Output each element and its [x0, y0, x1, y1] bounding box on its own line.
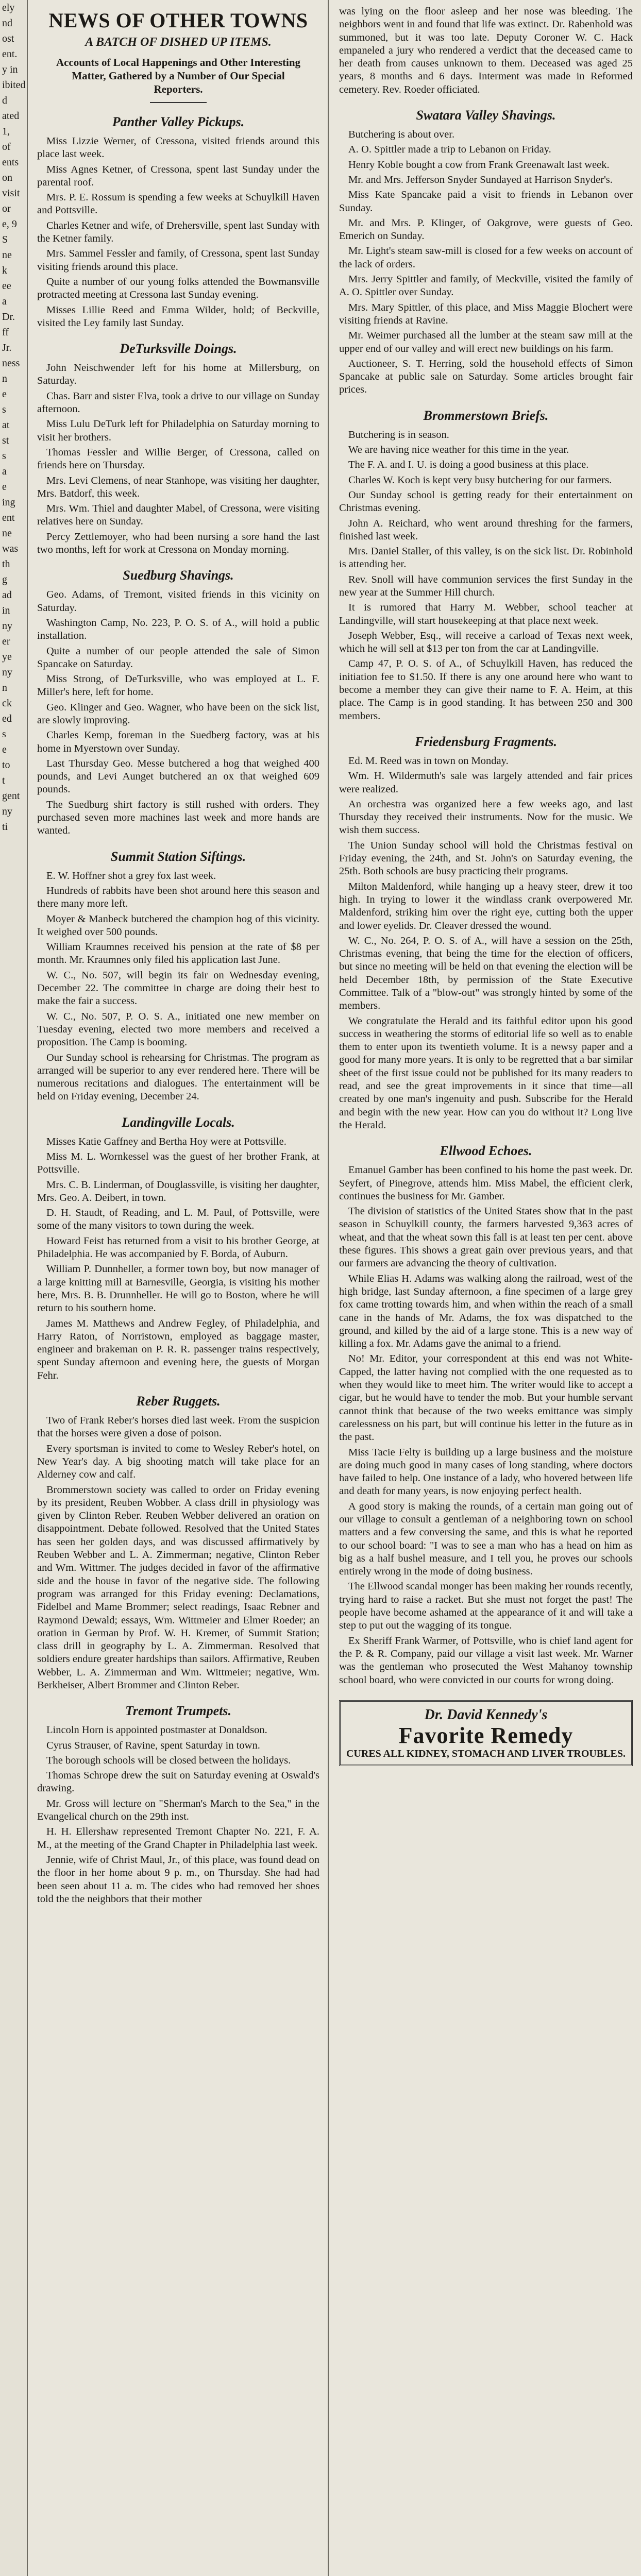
edge-fragment: ness — [2, 358, 20, 369]
edge-fragment: a — [2, 296, 7, 307]
page-headline: NEWS OF OTHER TOWNS — [48, 9, 308, 32]
news-item: W. C., No. 507, P. O. S. A., initiated one new member on Tuesday evening, elected two more members and received a proposition. The Camp is booming. — [37, 1010, 319, 1048]
news-item: A. O. Spittler made a trip to Lebanon on Friday. — [348, 144, 551, 156]
news-item: Jennie, wife of Christ Maul, Jr., of this place, was found dead on the floor in her home about 9 p. m., on Thursday. She had had been seen about 11 a. m. The cides who had removed her shoes told the the neighbors that their mother — [37, 1854, 319, 1905]
news-item: While Elias H. Adams was walking along the railroad, west of the high bridge, last Sunday afternoon, a fine specimen of a large grey fox came trotting towards him, and when within the reach of a small cane in the hands of Mr. Adams, the fox was dispatched to the ground, and killed by the aid of a large stone. This is a new way of killing a fox. Mr. Adams gave the animal to a friend. — [339, 1273, 633, 1350]
column-one — [28, 0, 329, 2576]
edge-fragment: th — [2, 558, 10, 570]
news-item: Misses Katie Gaffney and Bertha Hoy were at Pottsville. — [46, 1136, 286, 1147]
news-item: Our Sunday school is rehearsing for Christmas. The program as arranged will be superior to any ever rendered here. There will be numerous recitations and dialogues. The entertainment will be held on Friday evening, December 24. — [37, 1052, 319, 1103]
news-item: Mr. Light's steam saw-mill is closed for a few weeks on account of the lack of orders. — [339, 245, 633, 270]
edge-fragment: ents — [2, 157, 19, 168]
news-item: Percy Zettlemoyer, who had been nursing a sore hand the last two months, left for work at Cressona on Monday morning. — [37, 531, 319, 556]
news-item: Mrs. Daniel Staller, of this valley, is on the sick list. Dr. Robinhold is attending her. — [339, 546, 633, 570]
news-item: Mr. Gross will lecture on "Sherman's March to the Sea," in the Evangelical church on the 29th inst. — [37, 1798, 319, 1823]
news-item: Our Sunday school is getting ready for their entertainment on Christmas evening. — [339, 489, 633, 514]
news-item: Butchering is about over. — [348, 129, 455, 141]
news-item: Brommerstown society was called to order on Friday evening by its president, Reuben Wobber. A class drill in physiology was given by Clinton Reber. Reuben Webber delivered an oration on disappointment. Debate followed. Resolved that the United States has seen her golden days, and was discussed affirmatively by Reuben Webber and L. A. Zimmerman; negative, Clinton Reber and Wm. Wittmer. The judges decided in favor of the affirmative side and the house in favor of the negative side. The following program was arranged for this Friday evening: Declamations, Fidelbel and Mame Brommer; select readings, Isaac Rebner and Raymond Dewald; essays, Wm. Wittmeier and Elmer Roeder; an oration in German by Prof. W. H. Kremer, of Summit Station; class drill in geography by L. A. Zimmerman. Resolved that soldiers endure greater hardships than sailors. Affirmative, Reuben Webber, L. A. Zimmerman and Wm. Wittmeier; negative, Wm. Berkheiser, Albert Brommer and Clinton Reber. — [37, 1484, 319, 1691]
news-item: The Suedburg shirt factory is still rushed with orders. They purchased seven more machines last week and more hands are wanted. — [37, 799, 319, 837]
news-item: Every sportsman is invited to come to Wesley Reber's hotel, on New Year's day. A big shooting match will take place for an Alderney cow and calf. — [37, 1443, 319, 1481]
news-item: Geo. Adams, of Tremont, visited friends in this vicinity on Saturday. — [37, 589, 319, 614]
divider-rule — [150, 102, 207, 103]
news-item: Mrs. Jerry Spittler and family, of Meckville, visited the family of A. O. Spittler over Sunday. — [339, 274, 633, 298]
edge-fragment: s — [2, 728, 6, 740]
edge-fragment: ated — [2, 110, 20, 122]
edge-fragment: y in — [2, 64, 18, 75]
section-title: Panther Valley Pickups. — [112, 114, 245, 129]
edge-fragment: Jr. — [2, 342, 12, 353]
news-item: Joseph Webber, Esq., will receive a carload of Texas next week, which he will sell at $13 per ton from the car at Landingville. — [339, 630, 633, 655]
edge-fragment: Dr. — [2, 311, 15, 323]
news-item: Miss Lulu DeTurk left for Philadelphia on Saturday morning to visit her brothers. — [37, 418, 319, 443]
news-item: E. W. Hoffner shot a grey fox last week. — [46, 870, 216, 882]
news-item: Charles W. Koch is kept very busy butchering for our farmers. — [348, 474, 612, 486]
news-item: John Neischwender left for his home at Millersburg, on Saturday. — [37, 362, 319, 387]
news-item: Miss Kate Spancake paid a visit to friends in Lebanon over Sunday. — [339, 189, 633, 214]
edge-fragment: ing — [2, 497, 15, 508]
section-title: Friedensburg Fragments. — [415, 734, 557, 749]
ad-doctor-name: Dr. David Kennedy's — [424, 1706, 548, 1723]
edge-fragment: e — [2, 744, 7, 755]
news-item: H. H. Ellershaw represented Tremont Chapter No. 221, F. A. M., at the meeting of the Grand Chapter in Philadelphia last week. — [37, 1826, 319, 1851]
headline-kicker: A BATCH OF DISHED UP ITEMS. — [85, 36, 272, 49]
edge-fragment: ny — [2, 667, 12, 678]
news-item: An orchestra was organized here a few weeks ago, and last Thursday they received their instruments. Now for the music. We wish them success. — [339, 798, 633, 836]
edge-fragment: ent — [2, 512, 15, 523]
news-item: The F. A. and I. U. is doing a good business at this place. — [348, 459, 589, 471]
news-item: Miss Agnes Ketner, of Cressona, spent last Sunday under the parental roof. — [37, 163, 319, 188]
edge-fragment: ny — [2, 806, 12, 817]
news-item: Mrs. C. B. Linderman, of Douglassville, is visiting her daughter, Mrs. Geo. A. Deibert, in town. — [37, 1179, 319, 1204]
news-item: Wm. H. Wildermuth's sale was largely attended and fair prices were realized. — [339, 770, 633, 795]
news-item: Quite a number of our young folks attended the Bowmansville protracted meeting at Cressona last Sunday evening. — [37, 276, 319, 301]
edge-fragment: 1, — [2, 126, 10, 137]
edge-fragment: ye — [2, 651, 12, 663]
news-item: Cyrus Strauser, of Ravine, spent Saturday in town. — [46, 1739, 260, 1751]
news-item: Thomas Fessler and Willie Berger, of Cressona, called on friends here on Thursday. — [37, 446, 319, 471]
edge-fragment: s — [2, 404, 6, 415]
news-item: Auctioneer, S. T. Herring, sold the household effects of Simon Spancake at public sale on Saturday. Some articles brought fair prices. — [339, 358, 633, 396]
news-item: Charles Kemp, foreman in the Suedberg factory, was at his home in Myerstown over Sunday. — [37, 730, 319, 754]
section-title: Ellwood Echoes. — [440, 1143, 532, 1159]
edge-fragment: nd — [2, 18, 12, 29]
news-item: W. C., No. 507, will begin its fair on Wednesday evening, December 22. The committee in charge are doing their best to make the fair a success. — [37, 969, 319, 1007]
news-item: Miss Tacie Felty is building up a large business and the moisture are doing much good in many cases of long standing, where doctors have failed to help. One instance of a lady, who hovered between life and death for many years, is now enjoying perfect health. — [339, 1446, 633, 1497]
news-item: Ed. M. Reed was in town on Monday. — [348, 755, 509, 767]
section-title: Suedburg Shavings. — [123, 568, 234, 583]
news-item: It is rumored that Harry M. Webber, school teacher at Landingville, will start housekeeping at that place next week. — [339, 602, 633, 626]
edge-fragment: d — [2, 95, 7, 106]
section-title: Swatara Valley Shavings. — [416, 108, 556, 123]
news-item: Milton Maldenford, while hanging up a heavy steer, drew it too high. In trying to lower it the windlass crank overpowered Mr. Maldenford, striking him over the right eye, cutting both the upper and lower eyelids. Dr. Cleaver dressed the wound. — [339, 880, 633, 931]
edge-fragment: k — [2, 265, 7, 276]
edge-fragment: ck — [2, 698, 12, 709]
news-item: The borough schools will be closed between the holidays. — [46, 1754, 291, 1766]
edge-fragment: visit — [2, 188, 20, 199]
news-item: Chas. Barr and sister Elva, took a drive to our village on Sunday afternoon. — [37, 390, 319, 415]
edge-fragment: t — [2, 775, 5, 786]
news-item: Mrs. P. E. Rossum is spending a few weeks at Schuylkill Haven and Pottsville. — [37, 192, 319, 216]
news-item: Mr. and Mrs. P. Klinger, of Oakgrove, were guests of Geo. Emerich on Sunday. — [339, 217, 633, 242]
news-item: Geo. Klinger and Geo. Wagner, who have been on the sick list, are slowly improving. — [37, 701, 319, 726]
news-item: Ex Sheriff Frank Warmer, of Pottsville, who is chief land agent for the P. & R. Company, paid our village a visit last week. Mr. Warner was the gentleman who prosecuted the West Mahanoy township school board, who were convicted in our courts for wrong doing. — [339, 1635, 633, 1686]
section-title: Tremont Trumpets. — [125, 1703, 232, 1719]
edge-fragment: ff — [2, 327, 9, 338]
left-edge-column-fragment — [0, 0, 28, 2576]
news-item: The Ellwood scandal monger has been making her rounds recently, trying hard to raise a racket. But she must not forget the past! The people have become ashamed at the appearance of it and will take a step to put out the wagging of its tongue. — [339, 1581, 633, 1632]
edge-fragment: in — [2, 605, 10, 616]
news-item: A good story is making the rounds, of a certain man going out of our village to consult a gentleman of a neighboring town on school matters and a few conversing the same, and this is what he reported to our school board: "I was to see a man who has a head on him as big as a half bushel measure, and I tell you, he proves our schools entirely wrong in the mode of doing business. — [339, 1500, 633, 1578]
news-item: W. C., No. 264, P. O. S. of A., will have a session on the 25th, Christmas evening, that being the time for the election of officers, but since no meeting will be held on that evening the election will be held December 18th, by permission of the State Executive Committee. Talk of a "blow-out" was strongly hinted by some of the members. — [339, 935, 633, 1012]
column-two-body — [339, 5, 633, 1687]
news-item: James M. Matthews and Andrew Fegley, of Philadelphia, and Harry Raton, of Norristown, employed as baggage master, engineer and brakeman on P. R. R. passenger trains respectively, spent Sunday afternoon and evening here, the guests of Morgan Fehr. — [37, 1317, 319, 1381]
edge-fragment: ad — [2, 589, 12, 601]
edge-fragment: st — [2, 435, 9, 446]
news-item: D. H. Staudt, of Reading, and L. M. Paul, of Pottsville, were some of the many visitors to town during the week. — [37, 1207, 319, 1232]
news-item: Charles Ketner and wife, of Drehersville, spent last Sunday with the Ketner family. — [37, 219, 319, 245]
news-item: Howard Feist has returned from a visit to his brother George, at Philadelphia. He was accompanied by F. Borda, of Auburn. — [37, 1235, 319, 1260]
edge-fragment: was — [2, 543, 19, 554]
news-item: Miss Lizzie Werner, of Cressona, visited friends around this place last week. — [37, 135, 319, 160]
section-title: DeTurksville Doings. — [120, 341, 237, 357]
column-two — [330, 0, 641, 2576]
edge-fragment: a — [2, 466, 7, 477]
news-item: The Union Sunday school will hold the Christmas festival on Friday evening, the 24th, and St. John's on Saturday evening, the 25th. Both schools are busy practicing their programs. — [339, 839, 633, 877]
news-item: Washington Camp, No. 223, P. O. S. of A., will hold a public installation. — [37, 617, 319, 642]
news-item: Hundreds of rabbits have been shot around here this season and there many more left. — [37, 885, 319, 910]
news-item: William Kraumnes received his pension at the rate of $8 per month. Mr. Kraumnes only filed his application last June. — [37, 941, 319, 966]
ad-subline: CURES ALL KIDNEY, STOMACH AND LIVER TROUBLES. — [346, 1748, 626, 1759]
news-item: We congratulate the Herald and its faithful editor upon his good success in weathering the storms of editorial life so well as to enable them to enter upon its twentieth volume. It is a newsy paper and a good for many more years. It is only to be regretted that a bar similar sheet of the first issue could not be published for its many readers to read, and see the great improvements in it since that time—all created by one man's ingenuity and push. Subscribe for the Herald and begin with the new year. How can you do without it? Long live the Herald. — [339, 1015, 633, 1131]
news-item: Mrs. Wm. Thiel and daughter Mabel, of Cressona, were visiting relatives here on Sunday. — [37, 503, 319, 528]
edge-fragment: ed — [2, 713, 12, 724]
section-title: Reber Ruggets. — [136, 1394, 221, 1409]
edge-fragment: ibited — [2, 79, 26, 91]
news-item: Misses Lillie Reed and Emma Wilder, hold; of Beckville, visited the Ley family last Sunday. — [37, 304, 319, 329]
news-item: William P. Dunnheller, a former town boy, but now manager of a large knitting mill at Barnesville, Georgia, is visiting his mother here, Mrs. B. B. Drunnheller. He will go to Boston, where he will return to his southern home. — [37, 1263, 319, 1314]
edge-fragment: e, 9 — [2, 218, 17, 230]
edge-fragment: ny — [2, 620, 12, 632]
section-title: Landingville Locals. — [122, 1114, 235, 1130]
edge-fragment: gent — [2, 790, 20, 802]
kennedy-advertisement — [339, 1700, 633, 1766]
edge-fragment: e — [2, 388, 7, 400]
edge-fragment: ti — [2, 821, 8, 833]
edge-fragment: er — [2, 636, 10, 647]
ad-product-name: Favorite Remedy — [398, 1722, 573, 1748]
news-item: Lincoln Horn is appointed postmaster at Donaldson. — [46, 1724, 267, 1736]
news-item: Emanuel Gamber has been confined to his home the past week. Dr. Seyfert, of Pinegrove, attends him. Miss Mabel, the efficient clerk, continues the business for Mr. Gamber. — [339, 1164, 633, 1202]
news-item: Miss Strong, of DeTurksville, who was employed at L. F. Miller's here, left for home. — [37, 673, 319, 698]
news-item: We are having nice weather for this time in the year. — [348, 444, 569, 456]
news-item: Henry Koble bought a cow from Frank Greenawalt last week. — [348, 159, 610, 171]
section-title: Summit Station Siftings. — [110, 849, 246, 864]
news-item: Thomas Schrope drew the suit on Saturday evening at Oswald's drawing. — [37, 1770, 319, 1794]
edge-fragment: ent. — [2, 48, 18, 60]
edge-fragment: ost — [2, 33, 14, 44]
news-item: Rev. Snoll will have communion services the first Sunday in the new year at the Summer Hill church. — [339, 573, 633, 598]
edge-fragment: n — [2, 682, 7, 693]
edge-fragment: ne — [2, 528, 12, 539]
news-item: Miss M. L. Wornkessel was the guest of her brother Frank, at Pottsville. — [37, 1151, 319, 1176]
news-item: Moyer & Manbeck butchered the champion hog of this vicinity. It weighed over 500 pounds. — [37, 913, 319, 938]
news-item: No! Mr. Editor, your correspondent at this end was not White-Capped, the latter having not complied with the one requested as to when they would like to meet him. The writer would like to accept a cigar, but he would have to tender the mob. But your humble servant cannot think that because of the two weeks emittance was simply carelessness on his part, but will continue his letter in the future as in the past. — [339, 1353, 633, 1443]
edge-fragment: to — [2, 759, 10, 771]
edge-fragment: ee — [2, 280, 11, 292]
news-item: Butchering is in season. — [348, 429, 449, 440]
news-item: The division of statistics of the United States show that in the past season in Schuylkill county, the farmers harvested 9,363 acres of wheat, and that the wheat sown this fall is at least ten per cent. above these figures. This shows a great gain over previous years, and that our farmers are advancing the theory of cultivation. — [339, 1206, 633, 1269]
headline-deck: Accounts of Local Happenings and Other Interesting Matter, Gathered by a Number of Our Special Reporters. — [56, 56, 301, 95]
news-item: Mrs. Sammel Fessler and family, of Cressona, spent last Sunday visiting friends around this place. — [37, 248, 319, 273]
news-item: Camp 47, P. O. S. of A., of Schuylkill Haven, has reduced the initiation fee to $1.50. If there is any one around here who want to become a member they can give their name to F. A. Heim, at this place. The Camp is in good standing. It has between 250 and 300 members. — [339, 658, 633, 722]
edge-fragment: on — [2, 172, 12, 183]
news-item: Mr. Weimer purchased all the lumber at the steam saw mill at the upper end of our valley and will erect new buildings on his farm. — [339, 330, 633, 354]
news-item: Last Thursday Geo. Messe butchered a hog that weighed 400 pounds, and Levi Aunget butchered an ox that weighed 609 pounds. — [37, 757, 319, 795]
news-item: Quite a number of our people attended the sale of Simon Spancake on Saturday. — [37, 645, 319, 670]
edge-fragment: of — [2, 141, 11, 152]
news-item: was lying on the floor asleep and her nose was bleeding. The neighbors went in and found that life was extinct. Dr. Rabenhold was summoned, but it was too late. Deputy Coroner W. C. Hack empaneled a jury who rendered a verdict that the deceased came to her death from causes unknown to them. Deceased was aged 25 years, 8 months and 6 days. Interment was made in Reformed cemetery. Rev. Roeder officiated. — [339, 6, 633, 95]
news-item: Two of Frank Reber's horses died last week. From the suspicion that the horses were given a dose of poison. — [37, 1415, 319, 1439]
edge-fragment: or — [2, 203, 11, 214]
news-item: Mrs. Mary Spittler, of this place, and Miss Maggie Blochert were visiting friends at Ravine. — [339, 301, 633, 326]
news-item: Mrs. Levi Clemens, of near Stanhope, was visiting her daughter, Mrs. Batdorf, this week. — [37, 474, 319, 499]
news-item: Mr. and Mrs. Jefferson Snyder Sundayed at Harrison Snyder's. — [348, 174, 613, 185]
edge-fragment: s — [2, 450, 6, 462]
edge-fragment: g — [2, 574, 7, 585]
edge-fragment: e — [2, 481, 7, 493]
edge-fragment: n — [2, 373, 7, 384]
news-item: John A. Reichard, who went around threshing for the farmers, finished last week. — [339, 517, 633, 542]
edge-fragment: S — [2, 234, 8, 245]
edge-fragment: at — [2, 419, 10, 431]
section-title: Brommerstown Briefs. — [423, 408, 549, 423]
edge-fragment: ne — [2, 249, 12, 261]
edge-fragment: ely — [2, 2, 15, 13]
